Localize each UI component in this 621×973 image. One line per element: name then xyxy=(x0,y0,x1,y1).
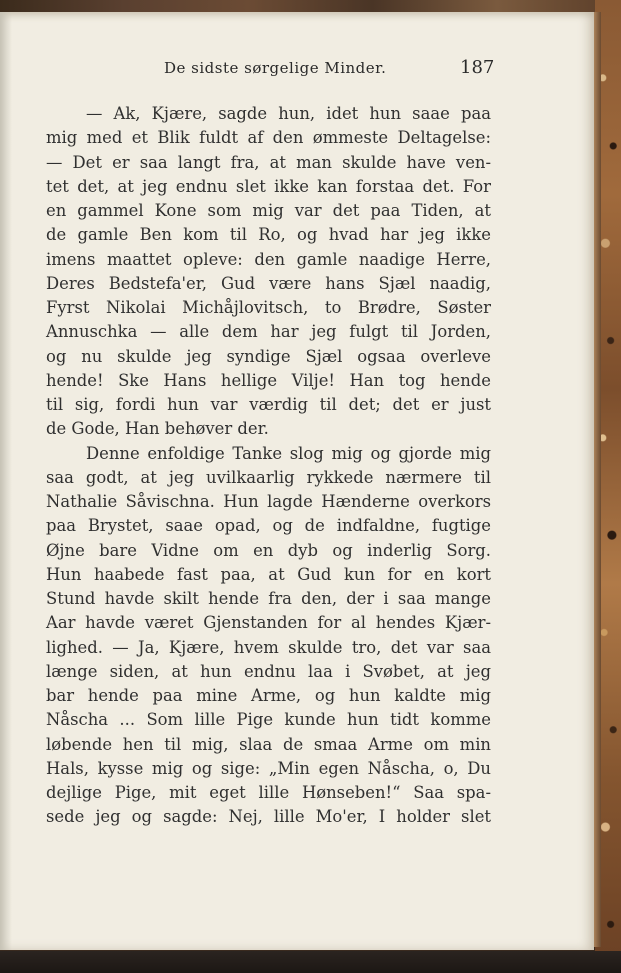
paragraph-1 xyxy=(46,102,491,442)
page-edge-shadow xyxy=(593,12,601,947)
text-line: — Ak, Kjære, sagde hun, idet hun saae paa xyxy=(86,104,491,123)
text-line: tet det, at jeg endnu slet ikke kan forstaa det. For xyxy=(46,176,491,196)
text-line: Nåscha ... Som lille Pige kunde hun tidt komme xyxy=(46,710,491,730)
text-line: til sig, fordi hun var værdig til det; det er just xyxy=(46,395,491,414)
text-line: længe siden, at hun endnu laa i Svøbet, at jeg xyxy=(46,661,491,681)
text-line: hende! Ske Hans hellige Vilje! Han tog hende xyxy=(46,370,491,390)
text-line: Stund havde skilt hende fra den, der i saa mange xyxy=(46,589,491,608)
text-line: løbende hen til mig, slaa de smaa Arme om min xyxy=(46,734,491,754)
text-line: Hun haabede fast paa, at Gud kun for en kort xyxy=(46,564,491,584)
text-line: imens maattet opleve: den gamle naadige Herre, xyxy=(46,249,491,269)
text-line: Nathalie Såvischna. Hun lagde Hænderne overkors xyxy=(46,492,491,511)
text-line: de gamle Ben kom til Ro, og hvad har jeg ikke xyxy=(46,225,491,245)
text-line: paa Brystet, saae opad, og de indfaldne, fugtige xyxy=(46,516,491,536)
text-line: sede jeg og sagde: Nej, lille Mo'er, I holder slet xyxy=(46,807,491,827)
body-text xyxy=(46,102,491,830)
text-line: bar hende paa mine Arme, og hun kaldte mig xyxy=(46,686,491,705)
text-line: Hals, kysse mig og sige: „Min egen Nåscha, o, Du xyxy=(46,758,491,778)
page-gutter-shade xyxy=(0,12,12,950)
text-line: Denne enfoldige Tanke slog mig og gjorde mig xyxy=(86,443,491,463)
text-line: — Det er saa langt fra, at man skulde have ven- xyxy=(46,152,491,172)
text-line: de Gode, Han behøver der. xyxy=(46,419,269,439)
text-line: Annuschka — alle dem har jeg fulgt til Jorden, xyxy=(46,322,491,342)
text-line: Deres Bedstefa'er, Gud være hans Sjæl naadig, xyxy=(46,273,491,293)
text-line: Aar havde været Gjenstanden for al hendes Kjær- xyxy=(46,613,491,633)
paragraph-2 xyxy=(46,442,491,830)
text-line: Fyrst Nikolai Michåjlovitsch, to Brødre, Søster xyxy=(46,298,491,317)
page-header xyxy=(0,57,594,81)
book-page xyxy=(0,12,594,950)
text-line: Øjne bare Vidne om en dyb og inderlig Sorg. xyxy=(46,540,491,560)
text-line: og nu skulde jeg syndige Sjæl ogsaa overleve xyxy=(46,346,491,366)
page-number: 187 xyxy=(460,57,495,78)
running-title: De sidste sørgelige Minder. xyxy=(164,59,387,77)
text-line: mig med et Blik fuldt af den ømmeste Deltagelse: xyxy=(46,128,491,148)
text-line: lighed. — Ja, Kjære, hvem skulde tro, det var saa xyxy=(46,637,491,657)
text-line: en gammel Kone som mig var det paa Tiden, at xyxy=(46,201,491,220)
text-line: saa godt, at jeg uvilkaarlig rykkede nærmere til xyxy=(46,467,491,487)
book-bottom-edge xyxy=(0,951,621,973)
text-line: dejlige Pige, mit eget lille Hønseben!“ Saa spa- xyxy=(46,783,491,802)
